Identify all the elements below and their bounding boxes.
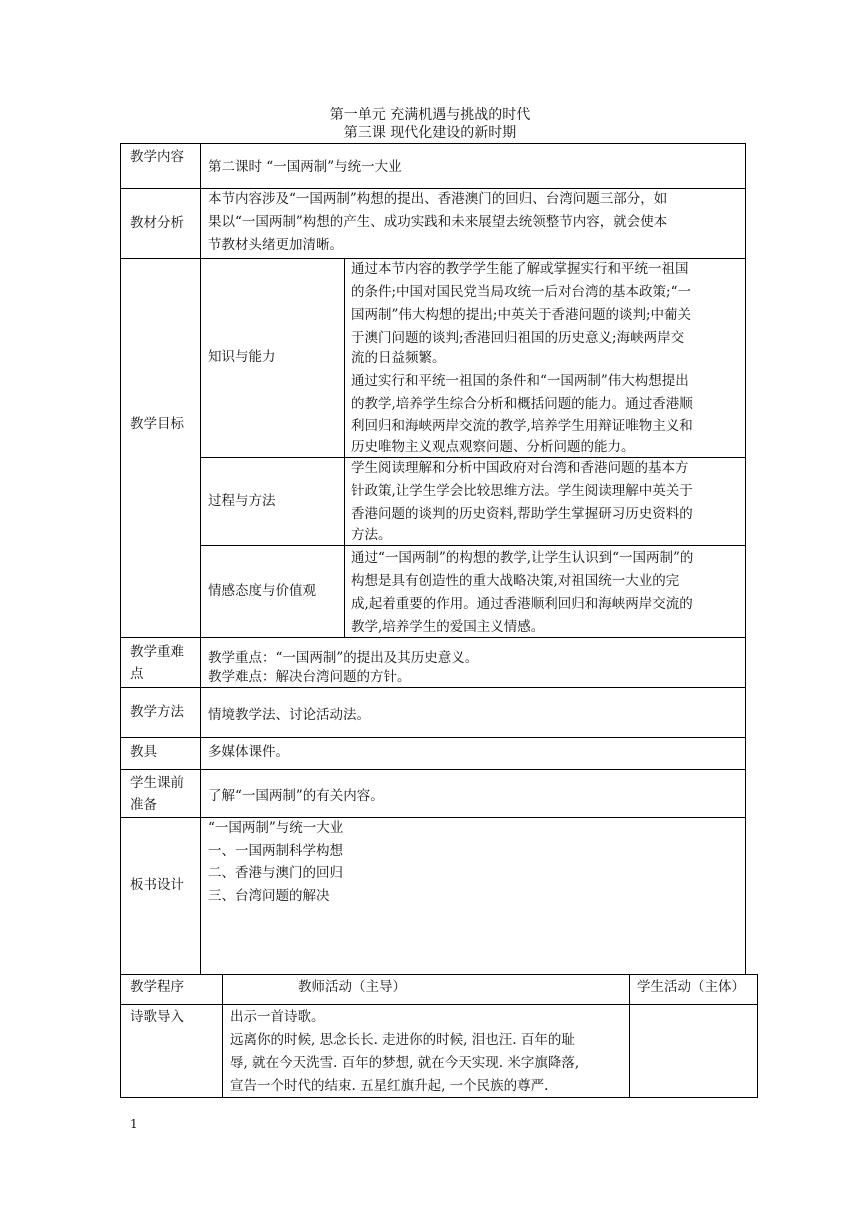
analysis-line-3: 节教材头绪更加清晰。 [208, 237, 343, 253]
procedure-header-student: 学生活动（主体） [637, 979, 745, 995]
keypoints-label-line-2: 点 [130, 666, 144, 682]
tools-value: 多媒体课件。 [208, 744, 289, 760]
procedure-header-teacher: 教师活动（主导） [298, 979, 406, 995]
keypoints-line-2: 教学难点：解决台湾问题的方针。 [208, 669, 411, 685]
row-goals-label-cell [120, 258, 201, 638]
board-line-2: 一、一国两制科学构想 [208, 843, 343, 859]
prep-label-line-1: 学生课前 [130, 775, 184, 791]
knowledge-line-5: 流的日益频繁。 [351, 350, 446, 366]
process-line-2: 针政策,让学生学会比较思维方法。学生阅读理解中英关于 [351, 483, 693, 499]
procedure-line-1: 出示一首诗歌。 [230, 1009, 325, 1025]
knowledge-label: 知识与能力 [208, 349, 276, 365]
board-label: 板书设计 [130, 877, 184, 893]
emotion-line-2: 构想是具有创造性的重大战略决策,对祖国统一大业的完 [351, 573, 680, 589]
procedure-header-step: 教学程序 [130, 979, 184, 995]
emotion-label: 情感态度与价值观 [208, 583, 316, 599]
board-line-4: 三、台湾问题的解决 [208, 888, 330, 904]
knowledge-line-7: 的教学,培养学生综合分析和概括问题的能力。通过香港顺 [351, 396, 693, 412]
prep-value: 了解“一国两制”的有关内容。 [208, 788, 384, 804]
knowledge-line-1: 通过本节内容的教学学生能了解或掌握实行和平统一祖国 [351, 261, 689, 277]
tools-label: 教具 [130, 744, 157, 760]
procedure-line-2: 远离你的时候, 思念长长. 走进你的时候, 泪也汪. 百年的耻 [230, 1032, 575, 1048]
method-value: 情境教学法、讨论活动法。 [208, 707, 370, 723]
keypoints-label-line-1: 教学重难 [130, 644, 184, 660]
page-number: 1 [130, 1117, 138, 1131]
analysis-label: 教材分析 [130, 215, 184, 231]
analysis-line-2: 果以“一国两制”构想的产生、成功实践和未来展望去统领整节内容，就会使本 [208, 214, 668, 230]
goals-label: 教学目标 [130, 416, 184, 432]
procedure-step: 诗歌导入 [130, 1009, 184, 1025]
knowledge-line-2: 的条件;中国对国民党当局攻统一后对台湾的基本政策;“一 [351, 284, 691, 300]
board-line-3: 二、香港与澳门的回归 [208, 865, 343, 881]
process-line-4: 方法。 [351, 527, 392, 543]
unit-title: 第一单元 充满机遇与挑战的时代 [329, 107, 531, 123]
knowledge-line-4: 于澳门问题的谈判;香港回归祖国的历史意义;海峡两岸交 [351, 330, 685, 346]
knowledge-line-9: 历史唯物主义观点观察问题、分析问题的能力。 [351, 439, 635, 455]
lesson-title: 第三课 现代化建设的新时期 [343, 125, 517, 141]
procedure-row-student-cell [629, 1004, 758, 1098]
procedure-line-4: 宣告一个时代的结束. 五星红旗升起, 一个民族的尊严. [230, 1078, 549, 1094]
board-line-1: “一国两制”与统一大业 [208, 820, 344, 836]
emotion-line-1: 通过“一国两制”的构想的教学,让学生认识到“一国两制”的 [351, 550, 694, 566]
knowledge-line-6: 通过实行和平统一祖国的条件和“一国两制”伟大构想提出 [351, 373, 689, 389]
process-line-1: 学生阅读理解和分析中国政府对台湾和香港问题的基本方 [351, 460, 689, 476]
process-label: 过程与方法 [208, 493, 276, 509]
content-label: 教学内容 [130, 149, 184, 165]
knowledge-line-8: 利回归和海峡两岸交流的教学,培养学生用辩证唯物主义和 [351, 418, 693, 434]
prep-label-line-2: 准备 [130, 797, 157, 813]
method-label: 教学方法 [130, 704, 184, 720]
emotion-line-3: 成,起着重要的作用。通过香港顺利回归和海峡两岸交流的 [351, 596, 693, 612]
content-value: 第二课时 “一国两制”与统一大业 [208, 159, 402, 175]
emotion-line-4: 教学,培养学生的爱国主义情感。 [351, 619, 545, 635]
analysis-line-1: 本节内容涉及“一国两制”构想的提出、香港澳门的回归、台湾问题三部分，如 [208, 191, 668, 207]
procedure-line-3: 辱, 就在今天洗雪. 百年的梦想, 就在今天实现. 米字旗降落, [230, 1055, 580, 1071]
procedure-header-teacher-cell [222, 974, 630, 1005]
knowledge-line-3: 国两制”伟大构想的提出;中英关于香港问题的谈判;中葡关 [351, 307, 691, 323]
keypoints-line-1: 教学重点：“一国两制”的提出及其历史意义。 [208, 650, 479, 666]
process-line-3: 香港问题的谈判的历史资料,帮助学生掌握研习历史资料的 [351, 506, 693, 522]
